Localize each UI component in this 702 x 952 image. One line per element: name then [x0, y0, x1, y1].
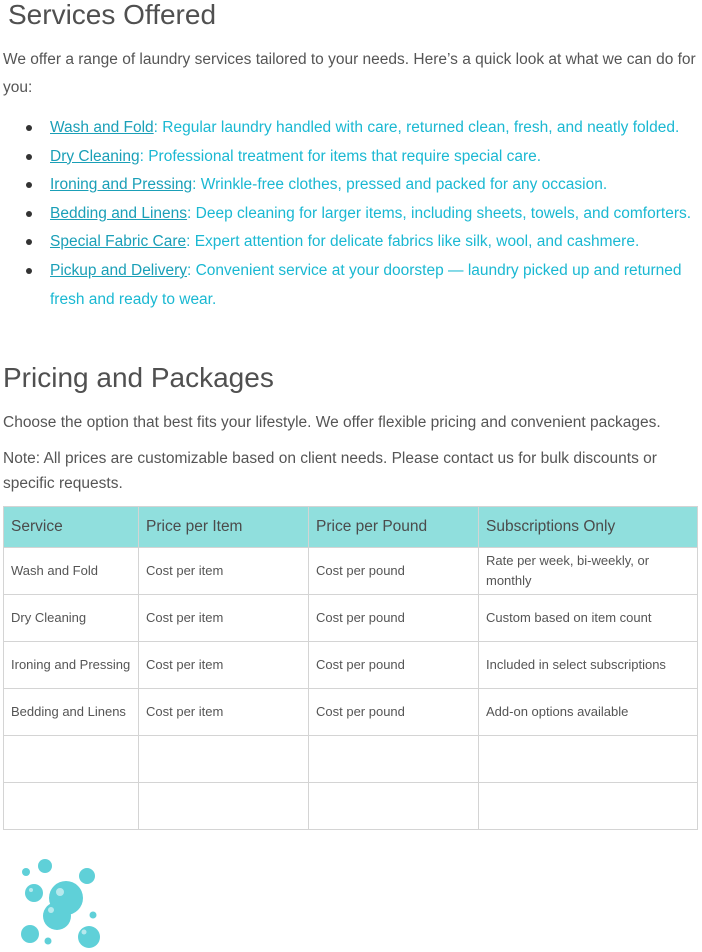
list-item: [0, 228, 702, 257]
column-header-service: Service: [4, 507, 139, 548]
pricing-intro: Choose the option that best fits your lifestyle. We offer flexible pricing and convenient packages.: [3, 414, 661, 431]
list-item: [0, 257, 702, 314]
pricing-table: [3, 506, 698, 830]
table-cell: Dry Cleaning: [4, 595, 139, 642]
table-cell: [4, 736, 139, 783]
service-link-pickup-and-delivery[interactable]: Pickup and Delivery: [50, 261, 187, 279]
table-row: [4, 548, 698, 595]
table-cell: [479, 736, 698, 783]
table-cell: Custom based on item count: [479, 595, 698, 642]
table-cell: [139, 783, 309, 830]
table-row: [4, 783, 698, 830]
table-header-row: [4, 507, 698, 548]
bullet-icon: [26, 211, 32, 217]
table-cell: Cost per pound: [309, 548, 479, 595]
table-row: [4, 642, 698, 689]
table-cell: Ironing and Pressing: [4, 642, 139, 689]
table-cell: [139, 736, 309, 783]
service-link-ironing-and-pressing[interactable]: Ironing and Pressing: [50, 176, 193, 194]
table-row: [4, 689, 698, 736]
table-cell: Included in select subscriptions: [479, 642, 698, 689]
service-description: : Professional treatment for items that require special care.: [139, 147, 542, 165]
list-item: [0, 143, 702, 172]
table-cell: Bedding and Linens: [4, 689, 139, 736]
service-link-bedding-and-linens[interactable]: Bedding and Linens: [50, 204, 188, 222]
service-description: : Convenient service at your doorstep — laundry picked up and returned fresh and ready to wear.: [50, 261, 682, 308]
table-cell: Cost per item: [139, 595, 309, 642]
table-cell: Cost per pound: [309, 689, 479, 736]
services-heading: Services Offered: [8, 0, 217, 30]
list-item: [0, 171, 702, 200]
table-cell: [309, 736, 479, 783]
bullet-icon: [26, 268, 32, 274]
table-cell: Rate per week, bi-weekly, or monthly: [479, 548, 698, 595]
column-header-price-per-item: Price per Item: [139, 507, 309, 548]
table-cell: Cost per item: [139, 642, 309, 689]
service-link-dry-cleaning[interactable]: Dry Cleaning: [50, 147, 140, 165]
service-description: : Expert attention for delicate fabrics like silk, wool, and cashmere.: [186, 233, 640, 251]
table-cell: [479, 783, 698, 830]
list-item: [0, 114, 702, 143]
bullet-icon: [26, 182, 32, 188]
service-link-wash-and-fold[interactable]: Wash and Fold: [50, 119, 154, 136]
pricing-heading: Pricing and Packages: [3, 362, 274, 393]
services-intro: We offer a range of laundry services tailored to your needs. Here’s a quick look at what we can do for you:: [3, 51, 696, 96]
column-header-subscriptions-only: Subscriptions Only: [479, 507, 698, 548]
table-row: [4, 595, 698, 642]
service-description: : Deep cleaning for larger items, including sheets, towels, and comforters.: [187, 204, 692, 222]
bullet-icon: [26, 239, 32, 245]
service-description: : Wrinkle-free clothes, pressed and packed for any occasion.: [192, 176, 608, 194]
bullet-icon: [26, 125, 32, 131]
table-row: [4, 736, 698, 783]
table-cell: Cost per item: [139, 548, 309, 595]
service-link-special-fabric-care[interactable]: Special Fabric Care: [50, 233, 187, 251]
bubbles-icon: [0, 848, 120, 952]
services-list: [0, 114, 702, 314]
list-item: [0, 200, 702, 229]
column-header-price-per-pound: Price per Pound: [309, 507, 479, 548]
service-description: : Regular laundry handled with care, returned clean, fresh, and neatly folded.: [153, 119, 680, 136]
table-cell: [309, 783, 479, 830]
table-cell: Cost per pound: [309, 642, 479, 689]
pricing-note: Note: All prices are customizable based on client needs. Please contact us for bulk discounts or specific requests.: [3, 450, 657, 492]
table-cell: [4, 783, 139, 830]
table-cell: Add-on options available: [479, 689, 698, 736]
table-cell: Cost per item: [139, 689, 309, 736]
bullet-icon: [26, 154, 32, 160]
table-cell: Wash and Fold: [4, 548, 139, 595]
table-cell: Cost per pound: [309, 595, 479, 642]
